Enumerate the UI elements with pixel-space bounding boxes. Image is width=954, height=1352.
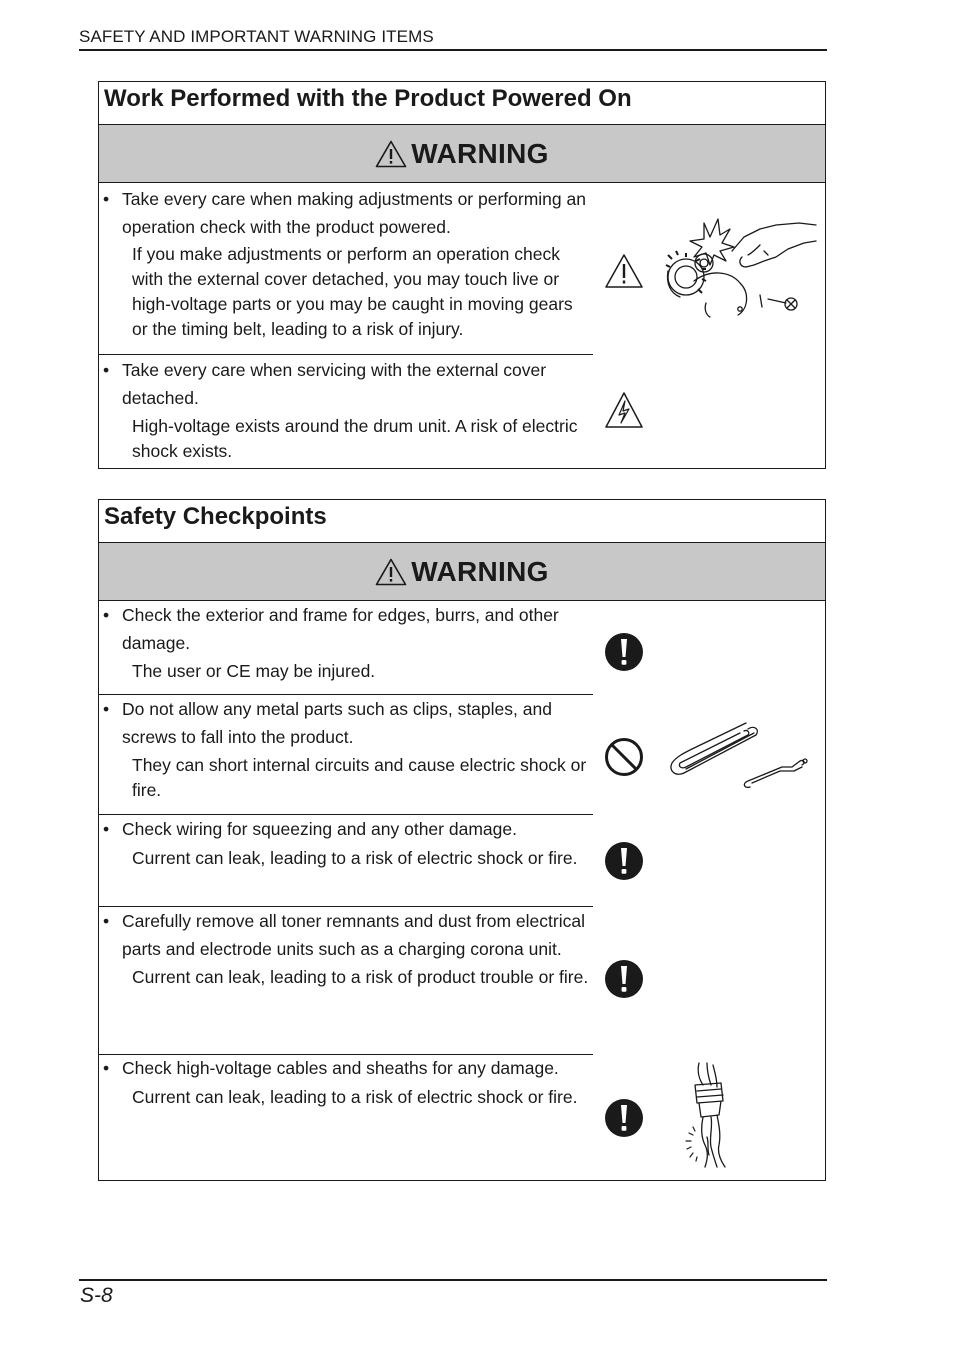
warning-item: • Carefully remove all toner remnants and dust from electrical parts and electrode units such as a charging corona unit. Current can leak, leading to a risk of product trouble or fire.	[99, 907, 593, 1055]
item-detail-text: If you make adjustments or perform an operation check with the external cover detached, you may touch live or high-voltage parts or you may be caught in moving gears or the timing belt, leading to a risk of injury.	[132, 244, 573, 339]
section-safety-checkpoints	[98, 499, 826, 1181]
damaged-cable-illustration	[683, 1061, 733, 1169]
section-title: Safety Checkpoints	[99, 500, 825, 543]
mandatory-exclamation-icon	[604, 841, 644, 881]
caution-triangle-icon	[604, 253, 644, 289]
warning-label: WARNING	[411, 555, 549, 587]
page-number: S-8	[80, 1284, 113, 1307]
item-bullet-text: Take every care when servicing with the external cover detached.	[122, 360, 547, 408]
electric-shock-triangle-icon	[604, 391, 644, 431]
warning-triangle-icon	[375, 140, 407, 168]
header-rule	[79, 49, 827, 51]
mandatory-exclamation-icon	[604, 959, 644, 999]
paperclip-staple-illustration	[664, 721, 814, 793]
warning-band	[99, 125, 825, 183]
warning-item: • Check wiring for squeezing and any other damage. Current can leak, leading to a risk of electric shock or fire.	[99, 815, 593, 907]
hand-near-gears-illustration	[664, 211, 824, 323]
item-bullet-text: Do not allow any metal parts such as clips, staples, and screws to fall into the product.	[122, 699, 552, 747]
mandatory-exclamation-icon	[604, 1098, 644, 1138]
section-title: Work Performed with the Product Powered On	[99, 82, 825, 125]
warning-item: • Check high-voltage cables and sheaths for any damage. Current can leak, leading to a risk of electric shock or fire.	[99, 1055, 593, 1185]
item-bullet-text: Check high-voltage cables and sheaths for any damage.	[122, 1058, 559, 1078]
item-bullet-text: Check wiring for squeezing and any other damage.	[122, 819, 517, 839]
mandatory-exclamation-icon	[604, 632, 644, 672]
item-detail-text: Current can leak, leading to a risk of electric shock or fire.	[132, 1086, 578, 1107]
item-bullet-text: Check the exterior and frame for edges, burrs, and other damage.	[122, 605, 559, 653]
warning-band	[99, 543, 825, 601]
section-powered-on	[98, 81, 826, 469]
prohibition-icon	[604, 737, 644, 777]
warning-item: • Check the exterior and frame for edges, burrs, and other damage. The user or CE may be injured.	[99, 601, 593, 695]
item-detail-text: Current can leak, leading to a risk of product trouble or fire.	[132, 967, 589, 987]
item-detail-text: High-voltage exists around the drum unit. A risk of electric shock exists.	[132, 416, 578, 461]
footer-rule	[79, 1279, 827, 1281]
warning-label: WARNING	[411, 137, 549, 169]
item-bullet-text: Take every care when making adjustments or performing an operation check with the product powered.	[122, 189, 586, 237]
item-detail-text: The user or CE may be injured.	[132, 661, 376, 681]
warning-item: • Take every care when servicing with the external cover detached. High-voltage exists around the drum unit. A risk of electric shock exists.	[99, 355, 593, 473]
warning-triangle-icon	[375, 558, 407, 586]
running-header: SAFETY AND IMPORTANT WARNING ITEMS	[79, 27, 434, 46]
item-detail-text: Current can leak, leading to a risk of electric shock or fire.	[132, 847, 578, 868]
item-bullet-text: Carefully remove all toner remnants and dust from electrical parts and electrode units such as a charging corona unit.	[122, 911, 585, 959]
warning-item: • Take every care when making adjustments or performing an operation check with the product powered. If you make adjustments or perform an operation check with the external cover detached, you may touch live or high-voltage parts or you may be caught in moving gears or the timing belt, leading to a risk of injury.	[99, 183, 593, 355]
item-detail-text: They can short internal circuits and cause electric shock or fire.	[132, 755, 587, 800]
warning-item: • Do not allow any metal parts such as clips, staples, and screws to fall into the product. They can short internal circuits and cause electric shock or fire.	[99, 695, 593, 815]
